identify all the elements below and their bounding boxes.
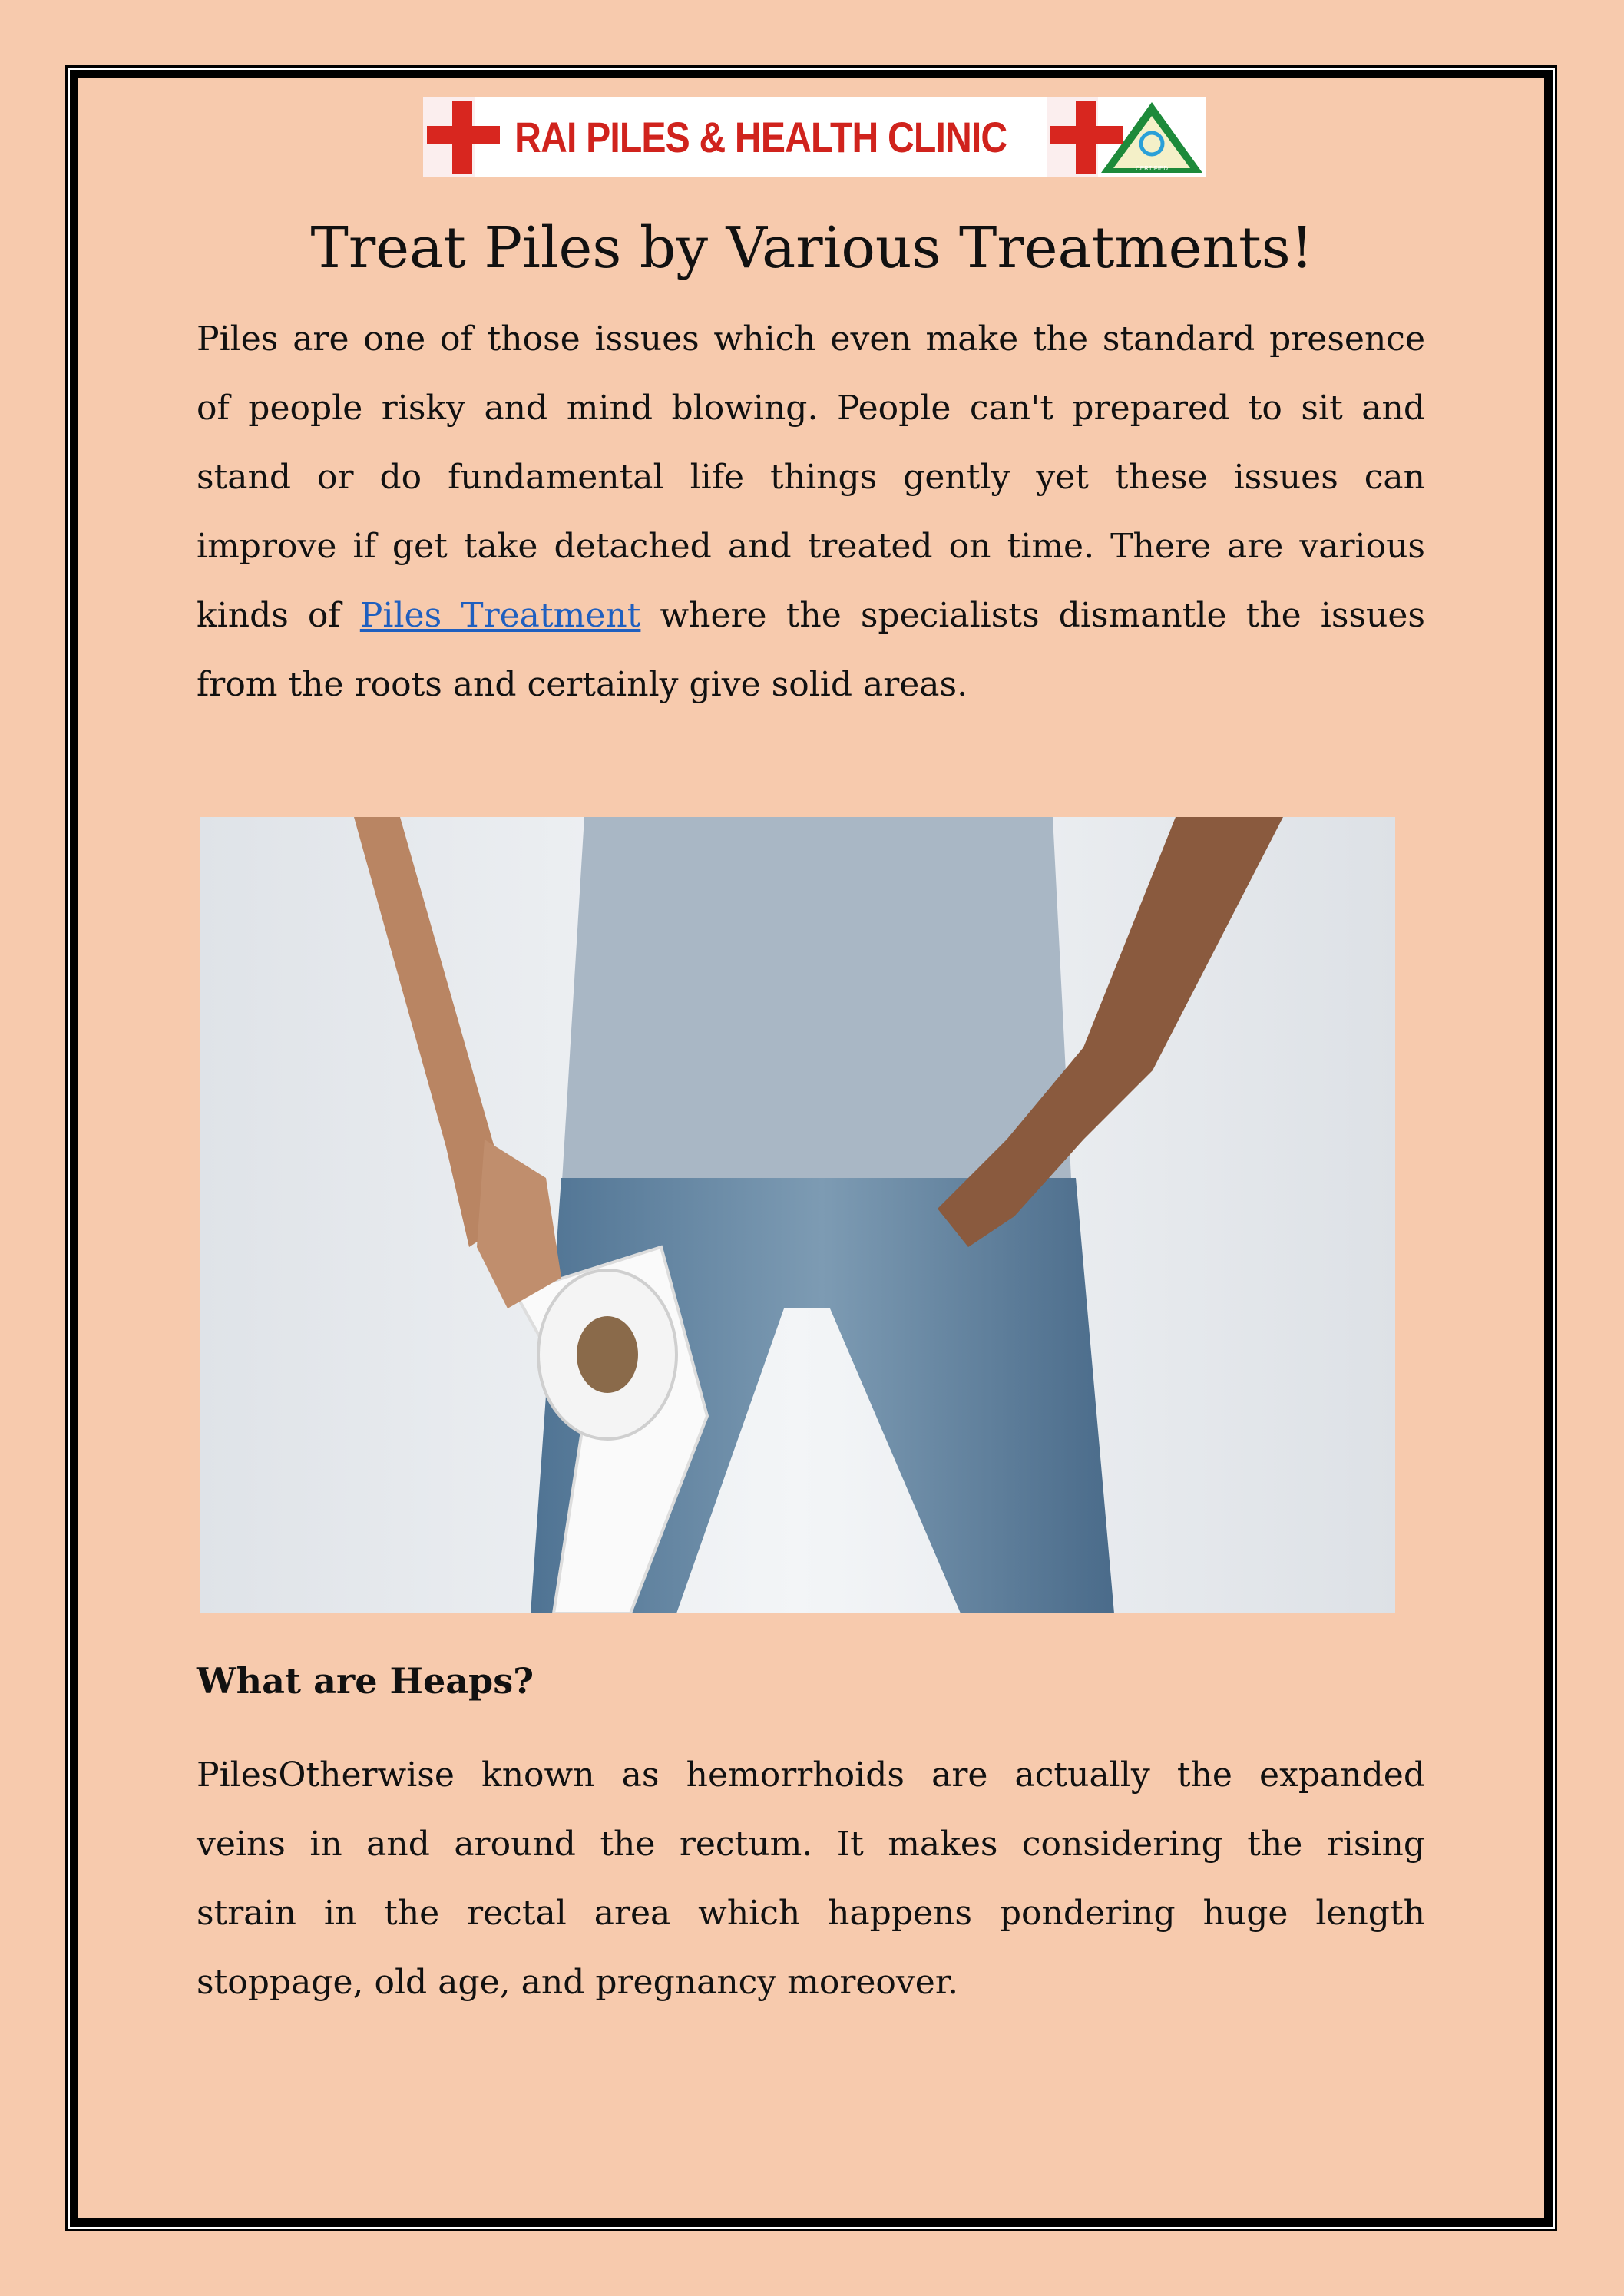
page-title: Treat Piles by Various Treatments! [310, 215, 1314, 281]
hero-photo-man-holding-toilet-roll [200, 817, 1395, 1613]
text-line [197, 581, 1425, 650]
text-fragment: kinds of [197, 596, 360, 635]
intro-paragraph [197, 305, 1425, 720]
text-fragment: where the specialists dismantle the issues [640, 596, 1425, 635]
text-line: improve if get take detached and treated on time. There are various [197, 527, 1425, 566]
text-line: stand or do fundamental life things gently yet these issues can [197, 458, 1425, 497]
text-line: strain in the rectal area which happens pondering huge length [197, 1894, 1425, 1933]
section-heading: What are Heaps? [197, 1660, 534, 1702]
clinic-logo-banner [423, 97, 1206, 177]
text-line: from the roots and certainly give solid areas. [197, 665, 968, 704]
text-line: veins in and around the rectum. It makes considering the rising [197, 1825, 1425, 1864]
text-line: Piles are one of those issues which even make the standard presence [197, 319, 1425, 359]
svg-text:CERTIFIED: CERTIFIED [1135, 164, 1169, 172]
medical-cross-icon [423, 97, 475, 177]
section-paragraph [197, 1741, 1425, 2017]
text-line: stoppage, old age, and pregnancy moreover. [197, 1963, 958, 2002]
piles-treatment-link[interactable]: Piles Treatment [359, 596, 641, 635]
medical-cross-icon [1047, 97, 1098, 177]
clinic-name: RAI PILES & HEALTH CLINIC [514, 113, 1007, 161]
text-line: PilesOtherwise known as hemorrhoids are actually the expanded [197, 1755, 1425, 1795]
text-line: of people risky and mind blowing. People can't prepared to sit and [197, 389, 1425, 428]
